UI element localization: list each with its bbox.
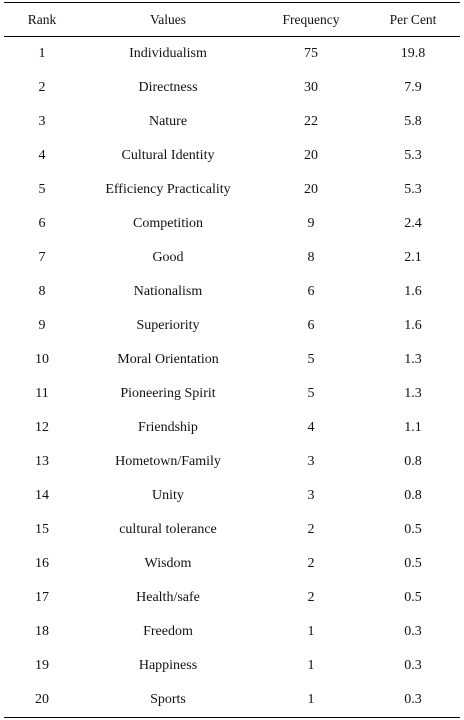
table-row — [4, 275, 460, 309]
per-cent-cell: 5.3 — [404, 148, 422, 163]
frequency-cell: 2 — [307, 590, 315, 605]
rank-cell: 16 — [35, 556, 49, 571]
value-cell: Wisdom — [144, 556, 192, 571]
per-cent-cell: 0.8 — [404, 488, 422, 503]
value-cell: Happiness — [138, 658, 198, 673]
frequency-cell: 6 — [307, 284, 315, 299]
header-frequency: Frequency — [282, 11, 340, 27]
rank-cell: 18 — [35, 624, 49, 639]
per-cent-cell: 0.5 — [404, 590, 422, 605]
rank-cell: 1 — [38, 46, 46, 61]
table-row — [4, 411, 460, 445]
header-rank: Rank — [27, 11, 57, 27]
frequency-cell: 1 — [307, 624, 315, 639]
table-row — [4, 207, 460, 241]
frequency-cell: 2 — [307, 556, 315, 571]
per-cent-cell: 0.3 — [404, 624, 422, 639]
value-cell: Directness — [138, 80, 198, 95]
value-cell: Individualism — [129, 46, 207, 61]
value-cell: Pioneering Spirit — [120, 386, 216, 401]
frequency-cell: 2 — [307, 522, 315, 537]
table-row — [4, 71, 460, 105]
table-row — [4, 649, 460, 683]
value-cell: Freedom — [143, 624, 193, 639]
per-cent-cell: 7.9 — [404, 80, 422, 95]
frequency-cell: 75 — [304, 46, 318, 61]
table-row — [4, 105, 460, 139]
value-cell: Nationalism — [133, 284, 203, 299]
value-cell: Friendship — [138, 420, 198, 435]
frequency-cell: 5 — [307, 352, 315, 367]
table-row — [4, 37, 460, 71]
frequency-cell: 20 — [304, 148, 318, 163]
value-cell: Competition — [133, 216, 203, 231]
table-row — [4, 683, 460, 717]
table-row — [4, 479, 460, 513]
value-cell: Moral Orientation — [117, 352, 219, 367]
value-cell: cultural tolerance — [119, 522, 217, 537]
frequency-cell: 5 — [307, 386, 315, 401]
per-cent-cell: 0.5 — [404, 556, 422, 571]
rank-cell: 15 — [35, 522, 49, 537]
frequency-cell: 30 — [304, 80, 318, 95]
value-cell: Cultural Identity — [121, 148, 215, 163]
frequency-cell: 1 — [307, 692, 315, 707]
per-cent-cell: 1.1 — [404, 420, 422, 435]
rank-cell: 14 — [35, 488, 49, 503]
per-cent-cell: 19.8 — [400, 46, 426, 61]
per-cent-cell: 2.4 — [404, 216, 422, 231]
rank-cell: 5 — [38, 182, 46, 197]
per-cent-cell: 1.3 — [404, 352, 422, 367]
rank-cell: 13 — [35, 454, 49, 469]
per-cent-cell: 0.8 — [404, 454, 422, 469]
frequency-cell: 3 — [307, 454, 315, 469]
per-cent-cell: 0.3 — [404, 692, 422, 707]
table-row — [4, 547, 460, 581]
header-per-cent: Per Cent — [389, 11, 437, 27]
per-cent-cell: 5.8 — [404, 114, 422, 129]
frequency-cell: 3 — [307, 488, 315, 503]
value-cell: Efficiency Practicality — [105, 182, 231, 197]
table-header-row — [4, 3, 460, 37]
per-cent-cell: 1.6 — [404, 284, 422, 299]
table-row — [4, 173, 460, 207]
rank-cell: 8 — [38, 284, 46, 299]
table-row — [4, 309, 460, 343]
table-row — [4, 139, 460, 173]
rank-cell: 20 — [35, 692, 49, 707]
rank-cell: 3 — [38, 114, 46, 129]
rank-cell: 2 — [38, 80, 46, 95]
table-row — [4, 445, 460, 479]
rank-cell: 17 — [35, 590, 49, 605]
rank-cell: 10 — [35, 352, 49, 367]
rank-cell: 11 — [35, 386, 49, 401]
value-cell: Sports — [150, 692, 186, 707]
per-cent-cell: 5.3 — [404, 182, 422, 197]
value-cell: Superiority — [136, 318, 200, 333]
rank-cell: 7 — [38, 250, 46, 265]
frequency-cell: 20 — [304, 182, 318, 197]
frequency-cell: 1 — [307, 658, 315, 673]
value-cell: Hometown/Family — [115, 454, 221, 469]
value-cell: Unity — [152, 488, 184, 503]
per-cent-cell: 0.3 — [404, 658, 422, 673]
value-cell: Good — [152, 250, 184, 265]
frequency-cell: 6 — [307, 318, 315, 333]
rank-cell: 4 — [38, 148, 46, 163]
per-cent-cell: 1.6 — [404, 318, 422, 333]
frequency-cell: 9 — [307, 216, 315, 231]
table-row — [4, 343, 460, 377]
frequency-cell: 4 — [307, 420, 315, 435]
table-row — [4, 377, 460, 411]
rank-cell: 6 — [38, 216, 46, 231]
frequency-cell: 22 — [304, 114, 318, 129]
table-body — [4, 37, 460, 717]
per-cent-cell: 0.5 — [404, 522, 422, 537]
table-row — [4, 581, 460, 615]
value-cell: Health/safe — [136, 590, 200, 605]
rank-cell: 19 — [35, 658, 49, 673]
table-row — [4, 241, 460, 275]
header-values: Values — [150, 11, 186, 27]
table-row — [4, 615, 460, 649]
frequency-cell: 8 — [307, 250, 315, 265]
rank-cell: 9 — [38, 318, 46, 333]
table-row — [4, 513, 460, 547]
per-cent-cell: 2.1 — [404, 250, 422, 265]
values-frequency-table — [4, 2, 460, 718]
per-cent-cell: 1.3 — [404, 386, 422, 401]
rank-cell: 12 — [35, 420, 49, 435]
value-cell: Nature — [148, 114, 188, 129]
